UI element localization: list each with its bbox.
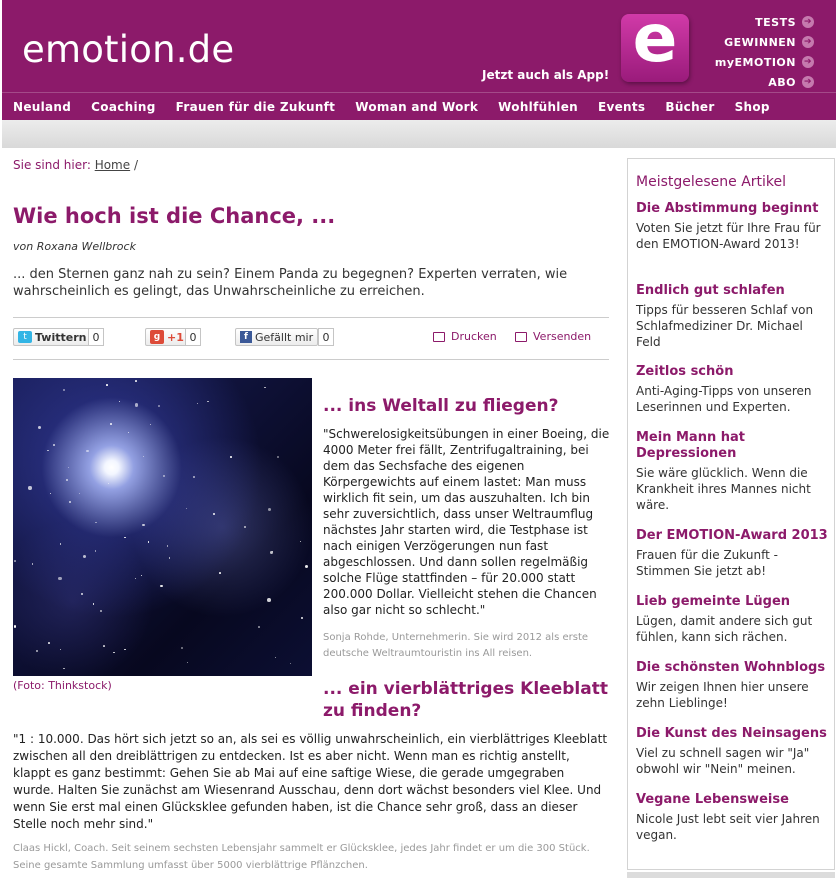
top-links xyxy=(715,12,814,92)
sidebar-article-title[interactable]: Zeitlos schön xyxy=(636,364,734,379)
star-dot xyxy=(193,476,195,478)
printer-icon xyxy=(433,332,445,342)
twitter-button[interactable]: t Twittern xyxy=(13,328,91,346)
star-dot xyxy=(86,450,89,453)
star-dot xyxy=(300,541,301,542)
print-button[interactable]: Drucken xyxy=(433,330,497,343)
star-dot xyxy=(60,543,62,545)
star-dot xyxy=(128,432,129,433)
top-link-myemotion[interactable]: myEMOTION ➔ xyxy=(714,55,813,69)
sidebar-article-text: Frauen für die Zukunft - Stimmen Sie jetzt ab! xyxy=(636,548,778,578)
arrow-right-icon: ➔ xyxy=(803,77,813,87)
sidebar-article-text: Anti-Aging-Tipps von unseren Leserinnen und Experten. xyxy=(636,384,812,414)
star-dot xyxy=(14,560,16,562)
sidebar-article-text: Sie wäre glücklich. Wenn die Krankheit ihres Mannes nicht wäre. xyxy=(636,466,811,512)
star-dot xyxy=(100,610,101,611)
article-image-galaxy xyxy=(13,378,312,676)
star-dot xyxy=(60,649,61,650)
star-dot xyxy=(301,617,302,618)
article-title: Wie hoch ist die Chance, ... xyxy=(13,204,336,228)
star-dot xyxy=(79,493,80,494)
section-source-weltall: Sonja Rohde, Unternehmerin. Sie wird 2012 als erste deutsche Weltraumtouristin ins All reisen. xyxy=(323,632,589,659)
sidebar-article[interactable] xyxy=(636,726,831,777)
nav-item-shop[interactable]: Shop xyxy=(734,99,770,114)
star-dot xyxy=(143,456,145,458)
star-dot xyxy=(290,663,291,664)
star-dot xyxy=(95,550,97,552)
sidebar-scroll-edge xyxy=(627,872,835,878)
sidebar-article[interactable] xyxy=(636,594,831,645)
star-dot xyxy=(197,403,198,404)
top-link-abo[interactable]: ABO ➔ xyxy=(768,75,813,89)
star-dot xyxy=(160,585,163,588)
breadcrumb xyxy=(13,158,138,172)
star-dot xyxy=(28,486,31,489)
nav-item-neuland[interactable]: Neuland xyxy=(13,99,72,114)
google-plus-icon: g xyxy=(150,330,164,344)
star-dot xyxy=(142,524,145,527)
star-dot xyxy=(58,577,61,580)
sidebar-article-title[interactable]: Mein Mann hat Depressionen xyxy=(636,430,745,461)
facebook-like-count: 0 xyxy=(318,328,334,346)
star-dot xyxy=(186,508,187,509)
star-dot xyxy=(68,467,69,468)
nav-item-woman-and-work[interactable]: Woman and Work xyxy=(355,99,479,114)
star-dot xyxy=(141,575,142,576)
star-dot xyxy=(113,652,115,654)
star-dot xyxy=(81,593,82,594)
star-dot xyxy=(63,389,65,391)
section-heading-weltall: ... ins Weltall zu fliegen? xyxy=(323,396,559,416)
sidebar-article-title[interactable]: Endlich gut schlafen xyxy=(636,283,785,298)
sidebar-article[interactable] xyxy=(636,660,831,711)
divider xyxy=(13,359,609,360)
star-dot xyxy=(108,483,109,484)
star-dot xyxy=(66,479,68,481)
breadcrumb-separator: / xyxy=(133,158,138,172)
star-dot xyxy=(106,384,108,386)
star-dot xyxy=(268,508,271,511)
star-dot xyxy=(167,545,168,546)
star-dot xyxy=(305,565,308,568)
sub-nav-bar xyxy=(2,120,836,148)
sidebar-article[interactable] xyxy=(636,201,831,252)
google-plus-count: 0 xyxy=(185,328,201,346)
star-dot xyxy=(264,387,266,389)
sidebar-article-text: Voten Sie jetzt für Ihre Frau für den EMOTION-Award 2013! xyxy=(636,221,821,251)
star-dot xyxy=(36,650,37,651)
star-dot xyxy=(95,522,96,523)
star-dot xyxy=(69,501,71,503)
send-button[interactable]: Versenden xyxy=(515,330,591,343)
star-dot xyxy=(47,450,49,452)
star-dot xyxy=(258,626,260,628)
sidebar-article[interactable] xyxy=(636,364,831,415)
star-dot xyxy=(135,403,139,407)
section-quote-kleeblatt: "1 : 10.000. Das hört sich jetzt so an, als sei es völlig unwahrscheinlich, ein vierblättriges Kleeblatt zwischen all den dreiblättrigen zu entdecken. Ist es aber nicht. Wenn man es richtig anstellt, klappt es ganz bestimmt: Gehen Sie ab Mai auf eine saftige Wiese, die gerade umgegraben wurde. Halten Sie zunächst am Wiesenrand Ausschau, denn dort wächst besonders viel Klee. Und wenn Sie erst mal einen Glücksklee gefunden haben, ist die Chance sehr groß, dass an dieser Stelle noch mehr sind." xyxy=(13,732,608,831)
divider xyxy=(13,317,609,318)
star-dot xyxy=(124,537,126,539)
envelope-icon xyxy=(515,332,527,342)
nav-item-buecher[interactable]: Bücher xyxy=(665,99,715,114)
breadcrumb-home-link[interactable]: Home xyxy=(94,158,131,172)
star-dot xyxy=(230,456,232,458)
star-dot xyxy=(135,578,136,579)
star-dot xyxy=(150,424,151,425)
star-dot xyxy=(187,662,189,664)
star-dot xyxy=(103,645,105,647)
star-dot xyxy=(275,657,277,659)
star-dot xyxy=(219,572,221,574)
facebook-like-button[interactable]: f Gefällt mir xyxy=(235,328,318,346)
sidebar-article-text: Nicole Just lebt seit vier Jahren vegan. xyxy=(636,812,820,842)
star-dot xyxy=(158,405,160,407)
sidebar-article-title[interactable]: Die Abstimmung beginnt xyxy=(636,201,819,216)
section-heading-kleeblatt: ... ein vierblättriges Kleeblatt zu finden? xyxy=(323,679,608,721)
app-promo-text[interactable]: Jetzt auch als App! xyxy=(482,68,610,82)
sidebar-article[interactable] xyxy=(636,430,831,513)
nav-item-wohlfuehlen[interactable]: Wohlfühlen xyxy=(498,99,578,114)
star-dot xyxy=(135,380,137,382)
star-dot xyxy=(83,555,86,558)
arrow-right-icon: ➔ xyxy=(803,57,813,67)
facebook-icon: f xyxy=(240,331,252,343)
nav-item-frauen-fuer-die-zukunft[interactable]: Frauen für die Zukunft xyxy=(175,99,336,114)
section-source-kleeblatt: Claas Hickl, Coach. Seit seinem sechsten Lebensjahr sammelt er Glücksklee, jedes Jahr findet er um die 300 Stück. Seine gesamte Sammlung umfasst über 5000 vierblättrige Pflänzchen. xyxy=(13,843,590,871)
section-quote-weltall: "Schwerelosigkeitsübungen in einer Boeing, die 4000 Meter frei fällt, Zentrifugaltraining, bei dem das Sechsfache des eigenen Körpergewichts auf einem lastet: Man muss wirklich fit sein, um das auszuhalten. Ich bin sehr zuversichtlich, dass unser Weltraumflug nächstes Jahr starten wird, die Testphase ist nach einigen Verzögerungen nun fast abgeschlossen. Und dann sollen regelmäßig solche Flüge stattfinden – für 20.000 statt 200.000 Dollar. Vielleicht stehen die Chancen also gar nicht so schlecht." xyxy=(323,427,610,617)
app-icon-letter: e xyxy=(632,0,678,77)
star-dot xyxy=(53,444,55,446)
star-dot xyxy=(148,541,150,543)
sidebar-article-title[interactable]: Die schönsten Wohnblogs xyxy=(636,660,826,675)
sidebar-article-title[interactable]: Die Kunst des Neinsagens xyxy=(636,726,827,741)
star-dot xyxy=(270,551,273,554)
main-nav xyxy=(2,92,836,120)
share-bar xyxy=(13,326,609,350)
star-dot xyxy=(119,401,120,402)
article-author: von Roxana Wellbrock xyxy=(13,240,136,253)
google-plus-button[interactable]: g +1 xyxy=(145,328,189,346)
site-logo[interactable]: emotion.de xyxy=(22,28,235,71)
twitter-icon: t xyxy=(18,331,32,343)
star-dot xyxy=(14,625,16,627)
sidebar-most-read xyxy=(627,158,835,870)
star-dot xyxy=(181,647,183,649)
star-dot xyxy=(38,426,41,429)
star-dot xyxy=(50,493,52,495)
nav-item-events[interactable]: Events xyxy=(597,99,646,114)
star-dot xyxy=(244,526,246,528)
star-dot xyxy=(207,401,209,403)
star-dot xyxy=(93,603,94,604)
twitter-count: 0 xyxy=(88,328,104,346)
site-header xyxy=(2,0,836,92)
arrow-right-icon: ➔ xyxy=(803,37,813,47)
star-dot xyxy=(213,513,215,515)
sidebar-article-text: Viel zu schnell sagen wir "Ja" obwohl wir "Nein" meinen. xyxy=(636,746,810,776)
image-caption: (Foto: Thinkstock) xyxy=(13,679,112,692)
arrow-right-icon: ➔ xyxy=(803,17,813,27)
sidebar-article-title[interactable]: Vegane Lebensweise xyxy=(636,792,789,807)
star-dot xyxy=(32,563,34,565)
nav-item-coaching[interactable]: Coaching xyxy=(91,99,156,114)
sidebar-article-title[interactable]: Lieb gemeinte Lügen xyxy=(636,594,791,609)
sidebar-article-text: Tipps für besseren Schlaf von Schlafmediziner Dr. Michael Feld xyxy=(636,303,814,349)
sidebar-article-text: Wir zeigen Ihnen hier unsere zehn Lieblinge! xyxy=(636,680,809,710)
sidebar-title: Meistgelesene Artikel xyxy=(636,174,787,190)
sidebar-article[interactable] xyxy=(636,792,831,843)
star-dot xyxy=(277,456,279,458)
star-dot xyxy=(48,642,50,644)
star-dot xyxy=(124,649,125,650)
star-dot xyxy=(163,475,164,476)
star-dot xyxy=(267,598,271,602)
sidebar-article[interactable] xyxy=(636,528,831,579)
article-teaser: ... den Sternen ganz nah zu sein? Einem Panda zu begegnen? Experten verraten, wie wahrscheinlich es gelingt, das Unwahrscheinliche zu erreichen. xyxy=(13,267,568,299)
star-dot xyxy=(169,557,171,559)
top-link-gewinnen[interactable]: GEWINNEN ➔ xyxy=(724,35,813,49)
top-link-tests[interactable]: TESTS ➔ xyxy=(755,15,813,29)
sidebar-article-title[interactable]: Der EMOTION-Award 2013 xyxy=(636,528,828,543)
app-icon[interactable] xyxy=(621,0,689,82)
sidebar-article[interactable] xyxy=(636,283,831,350)
breadcrumb-prefix: Sie sind hier: xyxy=(13,158,91,172)
sidebar-article-text: Lügen, damit andere sich gut fühlen, kann sich rächen. xyxy=(636,614,813,644)
star-dot xyxy=(110,423,112,425)
star-dot xyxy=(63,668,64,669)
